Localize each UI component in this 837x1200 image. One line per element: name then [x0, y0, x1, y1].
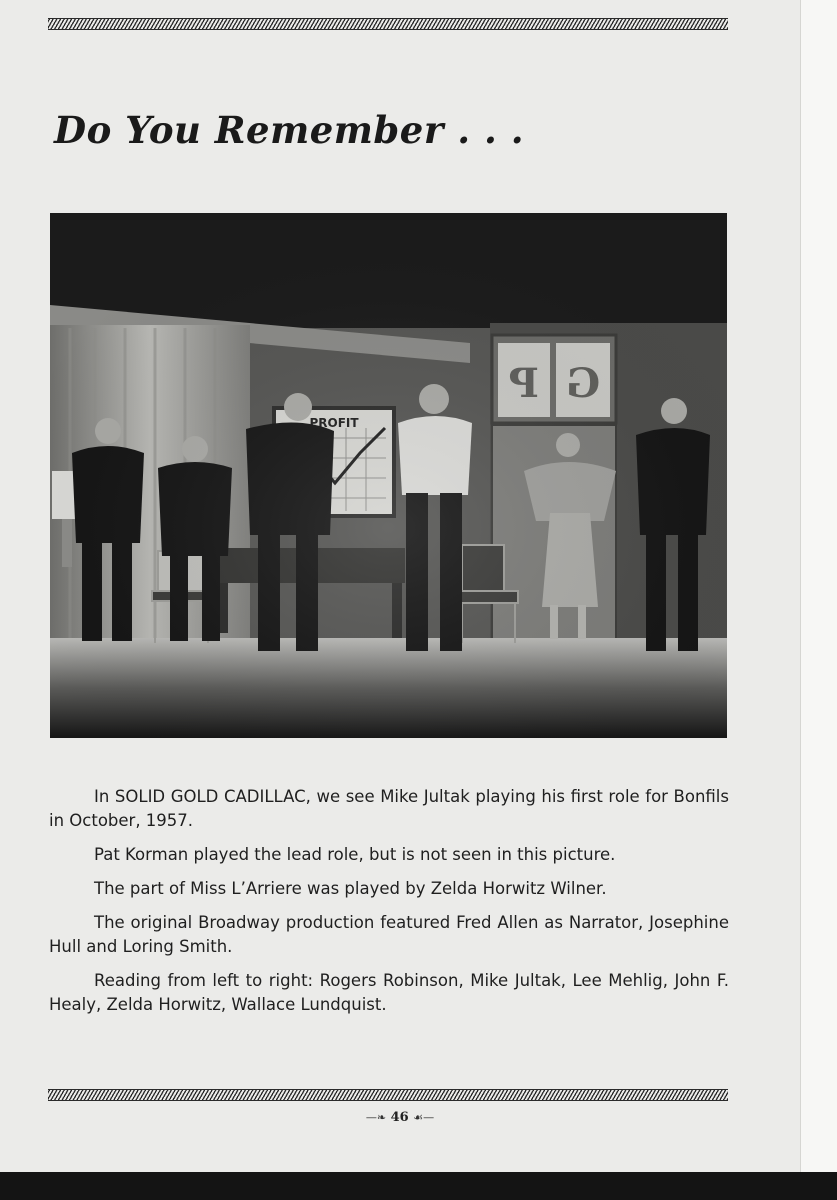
top-decorative-rule — [48, 18, 728, 30]
ornament-left: —❧ — [365, 1111, 387, 1124]
paragraph-miss-larriere: The part of Miss L’Arriere was played by Zelda Horwitz Wilner. — [94, 879, 607, 898]
adjacent-page-edge — [800, 0, 837, 1172]
paragraph-broadway: The original Broadway production featured Fred Allen as Narrator, Josephine Hull and Loring Smith. — [49, 913, 729, 956]
stage-photo — [50, 213, 727, 738]
paragraph-reading-order: Reading from left to right: Rogers Robinson, Mike Jultak, Lee Mehlig, John F. Healy, Zelda Horwitz, Wallace Lundquist. — [49, 971, 729, 1014]
paragraph-lead-role: Pat Korman played the lead role, but is not seen in this picture. — [94, 845, 616, 864]
page-number-footer — [0, 1110, 800, 1125]
ornament-right: ☙— — [413, 1111, 435, 1124]
body-text — [49, 785, 729, 1027]
page-heading: Do You Remember . . . — [54, 108, 525, 152]
bottom-decorative-rule — [48, 1089, 728, 1101]
page-number: 46 — [390, 1110, 409, 1125]
paragraph-cast-intro: In SOLID GOLD CADILLAC, we see Mike Jultak playing his first role for Bonfils in October, 1957. — [49, 787, 729, 830]
